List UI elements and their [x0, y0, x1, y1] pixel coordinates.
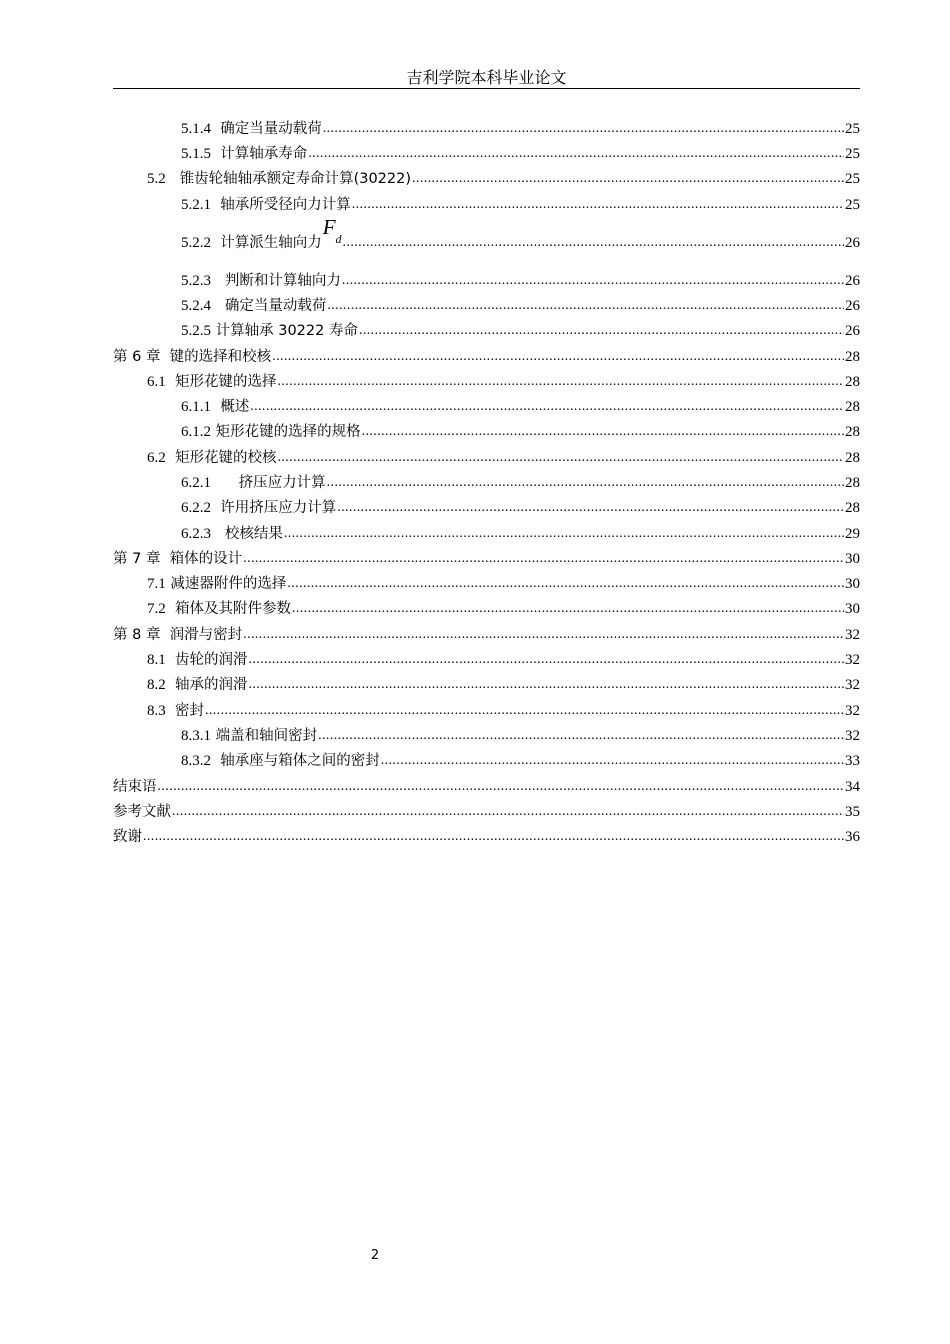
toc-leader-dots — [158, 779, 845, 793]
toc-entry-title: 5.2.3 判断和计算轴向力 — [181, 273, 341, 289]
toc-entry-page: 25 — [845, 146, 860, 162]
toc-entry-title: 6.2 矩形花键的校核 — [147, 450, 277, 466]
toc-entry[interactable] — [181, 214, 860, 252]
toc-leader-dots — [248, 652, 844, 666]
toc-entry-page: 30 — [845, 576, 860, 592]
toc-entry-page: 26 — [845, 298, 860, 314]
toc-entry-title: 5.2.4 确定当量动载荷 — [181, 298, 327, 314]
toc-entry-number: 7.1 — [147, 576, 166, 592]
toc-entry-number: 6.2.3 — [181, 526, 211, 542]
toc-entry-title: 第 7 章 箱体的设计 — [113, 551, 243, 567]
toc-entry[interactable] — [181, 268, 860, 290]
toc-entry-page: 28 — [845, 500, 860, 516]
toc-leader-dots — [287, 576, 844, 590]
toc-entry[interactable] — [113, 546, 860, 568]
toc-entry-number: 6.2.2 — [181, 500, 211, 516]
toc-entry-title: 6.2.1 挤压应力计算 — [181, 475, 326, 491]
toc-leader-dots — [284, 526, 844, 540]
toc-entry[interactable] — [113, 622, 860, 644]
toc-entry-number: 5.2.3 — [181, 273, 211, 289]
toc-entry-title: 致谢 — [113, 829, 142, 845]
toc-entry-page: 26 — [845, 235, 860, 251]
toc-leader-dots — [308, 146, 844, 160]
toc-entry-title: 8.3.2 轴承座与箱体之间的密封 — [181, 753, 380, 769]
toc-entry[interactable] — [147, 445, 860, 467]
toc-leader-dots — [292, 601, 844, 615]
toc-entry-number: 6.1.2 — [181, 424, 211, 440]
toc-entry-number: 5.2.4 — [181, 298, 211, 314]
toc-entry[interactable] — [181, 293, 860, 315]
page-header-title: 吉利学院本科毕业论文 — [406, 68, 567, 87]
toc-entry-page: 32 — [845, 652, 860, 668]
toc-entry-number: 6.1.1 — [181, 399, 211, 415]
toc-entry-page: 32 — [845, 627, 860, 643]
toc-entry[interactable] — [181, 419, 860, 441]
toc-entry-page: 25 — [845, 171, 860, 187]
toc-entry[interactable] — [147, 166, 860, 188]
toc-entry-title: 8.2 轴承的润滑 — [147, 677, 248, 693]
toc-entry-title: 6.1.1 概述 — [181, 399, 250, 415]
toc-entry-number: 5.2.5 — [181, 323, 211, 339]
toc-entry[interactable] — [181, 318, 860, 340]
toc-leader-dots — [327, 298, 844, 312]
toc-entry-number: 6.1 — [147, 374, 166, 390]
toc-entry-page: 35 — [845, 804, 860, 820]
toc-entry[interactable] — [181, 470, 860, 492]
toc-entry-page: 28 — [845, 349, 860, 365]
toc-entry-title: 第 6 章 键的选择和校核 — [113, 349, 272, 365]
toc-leader-dots — [205, 703, 844, 717]
toc-leader-dots — [248, 677, 844, 691]
toc-entry-number: 8.2 — [147, 677, 166, 693]
toc-entry[interactable] — [181, 521, 860, 543]
toc-entry-page: 26 — [845, 273, 860, 289]
toc-leader-dots — [327, 475, 844, 489]
toc-entry[interactable] — [181, 116, 860, 138]
toc-entry-number: 5.1.4 — [181, 121, 211, 137]
toc-entry[interactable] — [181, 141, 860, 163]
toc-entry[interactable] — [147, 369, 860, 391]
toc-entry-number: 8.3 — [147, 703, 166, 719]
toc-entry[interactable] — [113, 774, 860, 796]
toc-entry-title: 8.3 密封 — [147, 703, 204, 719]
toc-leader-dots — [323, 121, 844, 135]
toc-entry-page: 28 — [845, 424, 860, 440]
toc-entry-number: 8.3.1 — [181, 728, 211, 744]
toc-leader-dots — [352, 197, 844, 211]
toc-entry-page: 25 — [845, 121, 860, 137]
toc-entry-page: 26 — [845, 323, 860, 339]
toc-leader-dots — [243, 627, 844, 641]
toc-leader-dots — [381, 753, 844, 767]
formula-symbol: F — [322, 214, 336, 239]
toc-entry-page: 28 — [845, 450, 860, 466]
toc-entry-page: 32 — [845, 677, 860, 693]
toc-entry-number: 5.1.5 — [181, 146, 211, 162]
toc-entry-page: 28 — [845, 475, 860, 491]
toc-entry-title: 5.2.5 计算轴承 30222 寿命 — [181, 323, 358, 339]
toc-leader-dots — [250, 399, 844, 413]
page-number: 2 — [370, 1248, 380, 1263]
toc-entry-number: 6.2 — [147, 450, 166, 466]
toc-entry[interactable] — [181, 495, 860, 517]
toc-entry-title: 6.1 矩形花键的选择 — [147, 374, 277, 390]
toc-entry[interactable] — [113, 799, 860, 821]
toc-leader-dots — [243, 551, 844, 565]
toc-entry[interactable] — [147, 647, 860, 669]
toc-entry[interactable] — [181, 748, 860, 770]
toc-entry-page: 32 — [845, 703, 860, 719]
toc-entry-page: 29 — [845, 526, 860, 542]
toc-entry-page: 34 — [845, 779, 860, 795]
toc-leader-dots — [343, 235, 844, 249]
toc-entry-page: 32 — [845, 728, 860, 744]
toc-entry-number: 7.2 — [147, 601, 166, 617]
toc-leader-dots — [277, 374, 844, 388]
toc-entry-page: 30 — [845, 551, 860, 567]
toc-entry-title: 第 8 章 润滑与密封 — [113, 627, 243, 643]
toc-leader-dots — [342, 273, 844, 287]
toc-entry-number: 5.2.2 — [181, 235, 211, 251]
toc-entry[interactable] — [113, 344, 860, 366]
toc-entry-title: 6.1.2 矩形花键的选择的规格 — [181, 424, 361, 440]
toc-entry-page: 30 — [845, 601, 860, 617]
toc-entry-title: 8.3.1 端盖和轴间密封 — [181, 728, 318, 744]
toc-entry-number: 5.2.1 — [181, 197, 211, 213]
toc-entry-number: 6.2.1 — [181, 475, 211, 491]
toc-entry-number: 8.1 — [147, 652, 166, 668]
toc-leader-dots — [277, 450, 844, 464]
formula-fd — [322, 214, 342, 246]
toc-leader-dots — [318, 728, 844, 742]
toc-entry-title: 5.1.5 计算轴承寿命 — [181, 146, 308, 162]
toc-entry-title: 6.2.3 校核结果 — [181, 526, 283, 542]
toc-entry-title: 参考文献 — [113, 804, 171, 820]
toc-entry[interactable] — [147, 571, 860, 593]
toc-entry[interactable] — [181, 394, 860, 416]
toc-leader-dots — [143, 829, 844, 843]
toc-entry-title: 结束语 — [113, 779, 157, 795]
toc-leader-dots — [359, 323, 844, 337]
toc-entry-number: 8.3.2 — [181, 753, 211, 769]
toc-entry[interactable] — [181, 192, 860, 214]
toc-entry-page: 28 — [845, 399, 860, 415]
toc-entry[interactable] — [113, 824, 860, 846]
toc-entry-title: 7.1 减速器附件的选择 — [147, 576, 287, 592]
toc-entry-title: 7.2 箱体及其附件参数 — [147, 601, 291, 617]
toc-entry-page: 28 — [845, 374, 860, 390]
toc-entry-page: 36 — [845, 829, 860, 845]
toc-entry-title: 5.2.1 轴承所受径向力计算 — [181, 197, 351, 213]
toc-leader-dots — [362, 424, 844, 438]
header-rule — [113, 88, 860, 89]
toc-entry-title: 5.1.4 确定当量动载荷 — [181, 121, 322, 137]
toc-entry-title: 5.2.2 计算派生轴向力 — [181, 235, 322, 251]
toc-entry-number: 5.2 — [147, 171, 166, 187]
toc-leader-dots — [337, 500, 844, 514]
toc-entry[interactable] — [181, 723, 860, 745]
toc-entry-page: 33 — [845, 753, 860, 769]
toc-leader-dots — [412, 171, 844, 185]
formula-subscript: d — [335, 232, 342, 246]
toc-entry-title: 8.1 齿轮的润滑 — [147, 652, 248, 668]
toc-entry[interactable] — [147, 596, 860, 618]
toc-entry[interactable] — [147, 698, 860, 720]
toc-entry-title: 5.2 锥齿轮轴轴承额定寿命计算(30222) — [147, 171, 412, 187]
toc-entry-page: 25 — [845, 197, 860, 213]
toc-entry[interactable] — [147, 672, 860, 694]
toc-leader-dots — [172, 804, 844, 818]
toc-leader-dots — [272, 349, 844, 363]
toc-entry-title: 6.2.2 许用挤压应力计算 — [181, 500, 337, 516]
